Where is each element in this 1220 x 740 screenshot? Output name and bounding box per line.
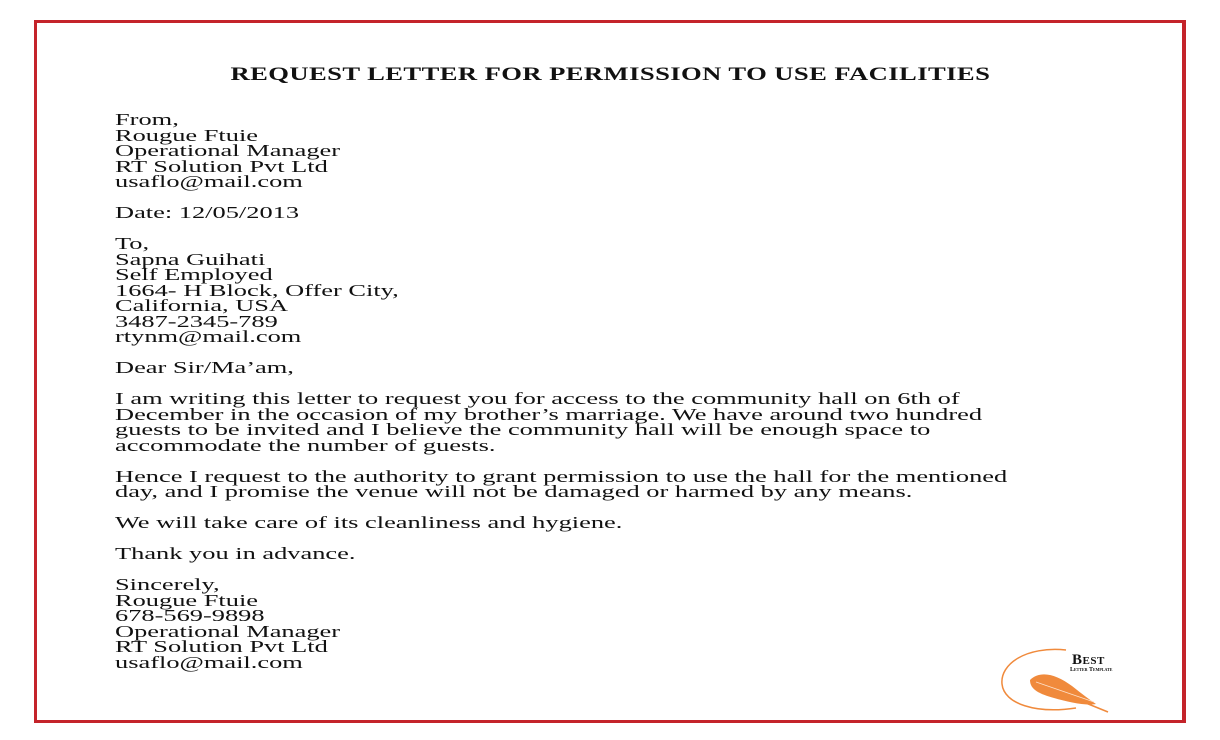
- logo-subtitle: Letter Template: [1070, 667, 1113, 673]
- logo-title: Best: [1072, 652, 1105, 668]
- paragraph4: Thank you in advance.: [115, 544, 356, 563]
- closing-phone: 678-569-9898: [115, 606, 265, 625]
- from-email: usaflo@mail.com: [115, 172, 303, 191]
- closing-company: RT Solution Pvt Ltd: [115, 637, 328, 656]
- to-label: To,: [115, 234, 150, 253]
- closing-position: Operational Manager: [115, 621, 341, 641]
- letter-date: Date: 12/05/2013: [115, 203, 300, 222]
- best-letter-template-logo: [996, 644, 1166, 716]
- from-name: Rougue Ftuie: [115, 125, 258, 145]
- paragraph3: We will take care of its cleanliness and hygiene.: [115, 513, 623, 532]
- letter-body: [115, 112, 1007, 670]
- to-email: rtynm@mail.com: [115, 327, 302, 346]
- from-label: From,: [115, 110, 179, 129]
- closing-name: Rougue Ftuie: [115, 590, 258, 610]
- from-position: Operational Manager: [115, 141, 341, 160]
- to-phone: 3487-2345-789: [115, 311, 278, 331]
- to-name: Sapna Guihati: [115, 249, 266, 269]
- letter-title-wrap: [0, 64, 1220, 86]
- closing-email: usaflo@mail.com: [115, 652, 303, 672]
- paragraph1-line: December in the occasion of my brother’s marriage. We have around two hundred: [115, 404, 983, 424]
- letter-title: REQUEST LETTER FOR PERMISSION TO USE FACILITIES: [230, 64, 990, 85]
- to-address-line1: 1664- H Block, Offer City,: [115, 280, 399, 300]
- salutation: Dear Sir/Ma’am,: [115, 358, 294, 377]
- paragraph1-line: I am writing this letter to request you for access to the community hall on 6th of: [115, 389, 960, 408]
- from-company: RT Solution Pvt Ltd: [115, 156, 328, 176]
- to-address-line2: California, USA: [115, 296, 289, 315]
- paragraph2-line: day, and I promise the venue will not be damaged or harmed by any means.: [115, 482, 913, 501]
- to-position: Self Employed: [115, 265, 273, 284]
- paragraph1-line: guests to be invited and I believe the community hall will be enough space to: [115, 420, 931, 439]
- paragraph2-line: Hence I request to the authority to grant permission to use the hall for the mentioned: [115, 466, 1008, 486]
- paragraph1-line: accommodate the number of guests.: [115, 435, 496, 455]
- closing-label: Sincerely,: [115, 575, 220, 594]
